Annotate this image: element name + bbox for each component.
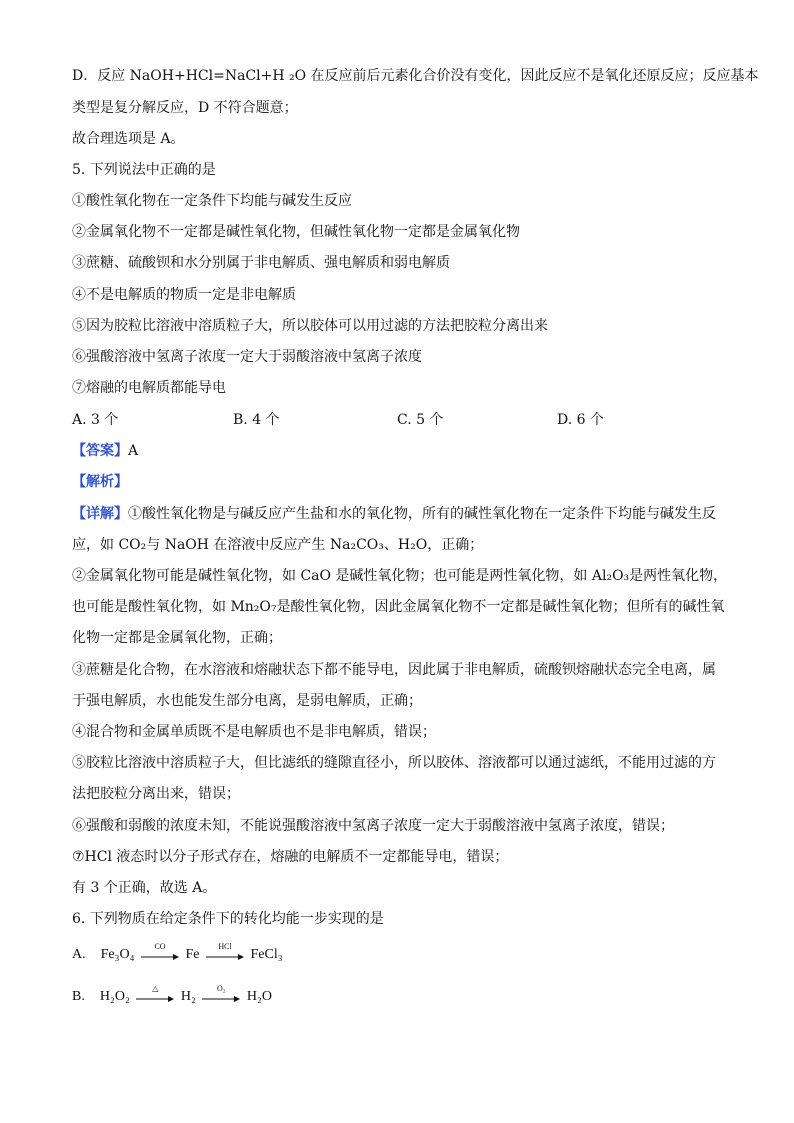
reaction-arrow bbox=[201, 984, 241, 1007]
statement-2: ②金属氧化物不一定都是碱性氧化物，但碱性氧化物一定都是金属氧化物 bbox=[72, 224, 520, 240]
detail-line: ④混合物和金属单质既不是电解质也不是非电解质，错误； bbox=[72, 724, 436, 740]
condition-label: HCl bbox=[218, 942, 232, 951]
detail-tag: 【详解】 bbox=[72, 506, 128, 522]
reaction-arrow bbox=[140, 942, 180, 965]
option-a: A. 3 个 bbox=[72, 412, 119, 428]
detail-line: ⑥强酸和弱酸的浓度未知，不能说强酸溶液中氢离子浓度一定大于弱酸溶液中氢离子浓度，错误； bbox=[72, 818, 674, 834]
arrow-icon bbox=[201, 987, 241, 1007]
detail-line: ②金属氧化物可能是碱性氧化物，如 CaO 是碱性氧化物；也可能是两性氧化物，如 Al₂O₃是两性氧化物， bbox=[72, 568, 728, 584]
condition-label: △ bbox=[152, 984, 159, 993]
option-6b bbox=[72, 984, 724, 1007]
detail-conclusion: 有 3 个正确，故选 A。 bbox=[72, 880, 217, 896]
answer-value: A bbox=[128, 443, 139, 459]
statement-6: ⑥强酸溶液中氢离子浓度一定大于弱酸溶液中氢离子浓度 bbox=[72, 349, 422, 365]
text-line: D．反应 NaOH+HCl=NaCl+H ₂O 在反应前后元素化合价没有变化，因此反应不是氧化还原反应；反应基本 bbox=[72, 68, 759, 84]
question-5-stem: 5. 下列说法中正确的是 bbox=[72, 162, 216, 178]
analysis-tag: 【解析】 bbox=[72, 474, 128, 490]
reaction-arrow bbox=[135, 984, 175, 1007]
detail-line bbox=[72, 504, 724, 524]
detail-line: ③蔗糖是化合物，在水溶液和熔融状态下都不能导电，因此属于非电解质，硫酸钡熔融状态完全电离，属 bbox=[72, 662, 716, 678]
detail-line: ⑦HCl 液态时以分子形式存在，熔融的电解质不一定都能导电，错误； bbox=[72, 849, 509, 865]
detail-line: ⑤胶粒比溶液中溶质粒子大，但比滤纸的缝隙直径小，所以胶体、溶液都可以通过滤纸，不能用过滤的方 bbox=[72, 755, 716, 771]
condition-label: CO bbox=[154, 942, 166, 951]
detail-line: 法把胶粒分离出来，错误； bbox=[72, 786, 240, 802]
option-6a-label: A. bbox=[72, 947, 86, 963]
arrow-icon bbox=[205, 945, 245, 965]
arrow-icon bbox=[140, 945, 180, 965]
text-line: 故合理选项是 A。 bbox=[72, 131, 185, 147]
option-d: D. 6 个 bbox=[557, 412, 604, 428]
detail-line: 于强电解质，水也能发生部分电离，是弱电解质，正确； bbox=[72, 693, 422, 709]
detail-line: 也可能是酸性氧化物，如 Mn₂O₇是酸性氧化物，因此金属氧化物不一定都是碱性氧化物；但所有的碱性氧 bbox=[72, 599, 725, 615]
detail-text: ①酸性氧化物是与碱反应产生盐和水的氧化物，所有的碱性氧化物在一定条件下均能与碱发生反 bbox=[128, 506, 716, 522]
statement-5: ⑤因为胶粒比溶液中溶质粒子大，所以胶体可以用过滤的方法把胶粒分离出来 bbox=[72, 318, 548, 334]
text-line: 类型是复分解反应，D 不符合题意； bbox=[72, 100, 298, 116]
condition-label: O₂ bbox=[217, 984, 226, 993]
reactant: H₂O₂ bbox=[99, 989, 130, 1005]
option-6b-label: B. bbox=[72, 989, 85, 1005]
arrow-icon bbox=[135, 987, 175, 1007]
statement-7: ⑦熔融的电解质都能导电 bbox=[72, 380, 226, 396]
intermediate: Fe bbox=[185, 947, 200, 963]
option-c: C. 5 个 bbox=[397, 412, 444, 428]
statement-1: ①酸性氧化物在一定条件下均能与碱发生反应 bbox=[72, 193, 352, 209]
option-6a bbox=[72, 942, 724, 965]
statement-3: ③蔗糖、硫酸钡和水分别属于非电解质、强电解质和弱电解质 bbox=[72, 255, 450, 271]
option-b: B. 4 个 bbox=[233, 412, 280, 428]
reaction-arrow bbox=[205, 942, 245, 965]
answer-tag: 【答案】 bbox=[72, 443, 128, 459]
statement-4: ④不是电解质的物质一定是非电解质 bbox=[72, 287, 296, 303]
intermediate: H₂ bbox=[180, 989, 196, 1005]
question-6-stem: 6. 下列物质在给定条件下的转化均能一步实现的是 bbox=[72, 911, 384, 927]
detail-line: 化物一定都是金属氧化物，正确； bbox=[72, 630, 282, 646]
answer-line bbox=[72, 441, 724, 461]
reactant: Fe₃O₄ bbox=[100, 947, 135, 963]
detail-line: 应，如 CO₂与 NaOH 在溶液中反应产生 Na₂CO₃、H₂O，正确； bbox=[72, 537, 484, 553]
analysis-line bbox=[72, 472, 724, 492]
product: H₂O bbox=[246, 989, 272, 1005]
product: FeCl₃ bbox=[250, 947, 283, 963]
